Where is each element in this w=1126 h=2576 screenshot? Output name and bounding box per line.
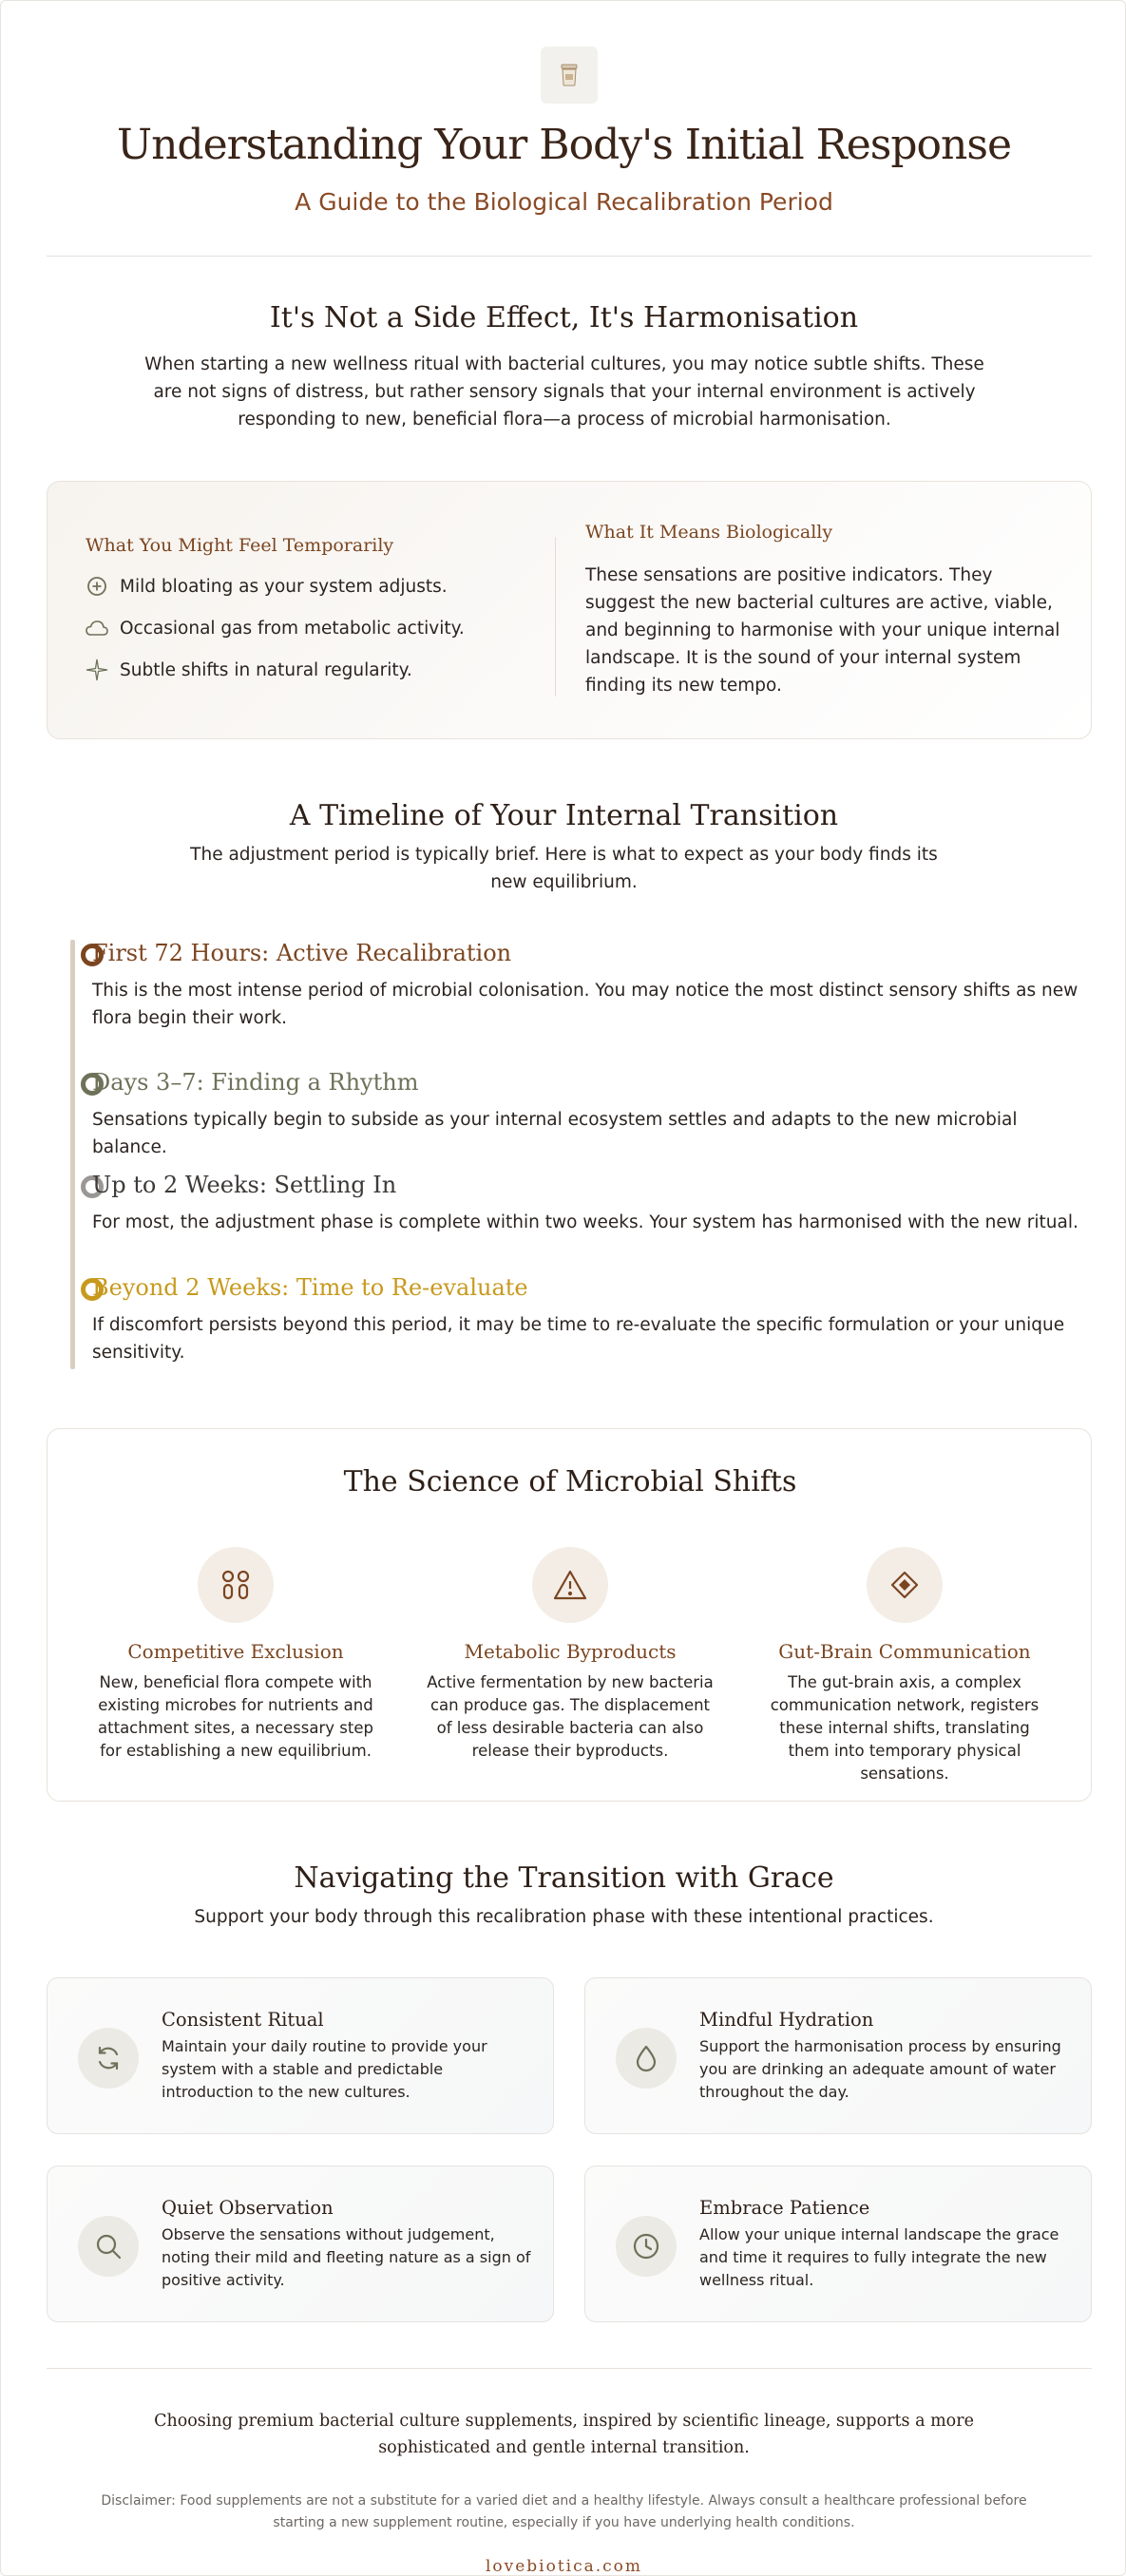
sparkle-icon	[86, 658, 108, 681]
science-text: The gut-brain axis, a complex communication network, registers these internal shifts, translating them into temporary physical sensations.	[770, 1673, 1040, 1783]
practice-heading: Consistent Ritual	[162, 2009, 324, 2031]
molecules-icon	[198, 1547, 274, 1623]
timeline-subtitle: The adjustment period is typically brief. Here is what to expect as your body finds its new equilibrium.	[190, 845, 938, 892]
timeline-step-heading: Days 3–7: Finding a Rhythm	[92, 1069, 419, 1096]
divider	[47, 2368, 1092, 2369]
practice-heading: Quiet Observation	[162, 2197, 334, 2219]
timeline-step-text: For most, the adjustment phase is complete within two weeks. Your system has harmonised with the new ritual.	[92, 1212, 1078, 1232]
practice-text: Allow your unique internal landscape the grace and time it requires to fully integrate the new wellness ritual.	[699, 2225, 1059, 2289]
timeline-step-heading: Beyond 2 Weeks: Time to Re-evaluate	[92, 1274, 528, 1301]
timeline-title: A Timeline of Your Internal Transition	[289, 799, 839, 832]
clock-icon	[616, 2216, 677, 2277]
timeline-step-text: If discomfort persists beyond this period, it may be time to re-evaluate the specific formulation or your unique sensitivity.	[92, 1315, 1065, 1363]
intro-text: When starting a new wellness ritual with bacterial cultures, you may notice subtle shifts. These are not signs of distress, but rather sensory signals that your internal environment is actively responding to new, beneficial flora—a process of microbial harmonisation.	[144, 354, 984, 429]
timeline-step-heading: Up to 2 Weeks: Settling In	[92, 1172, 397, 1198]
disclaimer: Disclaimer: Food supplements are not a substitute for a varied diet and a healthy lifestyle. Always consult a healthcare professional before starting a new supplement routine, especially if you have underlying health conditions.	[101, 2493, 1027, 2530]
practice-card	[47, 2166, 554, 2322]
cloud-icon	[86, 617, 108, 639]
droplet-icon	[616, 2028, 677, 2089]
timeline-step-text: This is the most intense period of microbial colonisation. You may notice the most distinct sensory shifts as new flora begin their work.	[92, 981, 1078, 1028]
practice-card	[584, 2166, 1092, 2322]
means-heading: What It Means Biologically	[585, 522, 833, 543]
list-item: Mild bloating as your system adjusts.	[86, 575, 448, 598]
science-title: The Science of Microbial Shifts	[343, 1465, 797, 1498]
timeline-step-heading: First 72 Hours: Active Recalibration	[92, 940, 512, 966]
practice-text: Maintain your daily routine to provide your system with a stable and predictable introduction to the new cultures.	[162, 2037, 487, 2101]
jar-icon	[559, 63, 580, 87]
divider	[47, 256, 1092, 257]
practice-card	[584, 1977, 1092, 2134]
timeline-line	[70, 940, 75, 1369]
practice-heading: Mindful Hydration	[699, 2009, 874, 2031]
science-text: Active fermentation by new bacteria can produce gas. The displacement of less desirable bacteria can also release their byproducts.	[427, 1673, 714, 1760]
page-subtitle: A Guide to the Biological Recalibration Period	[295, 188, 833, 216]
feelings-card	[47, 481, 1092, 739]
signal-diamond-icon	[867, 1547, 943, 1623]
refresh-icon	[78, 2028, 139, 2089]
science-text: New, beneficial flora compete with existing microbes for nutrients and attachment sites, a necessary step for establishing a new equilibrium.	[98, 1673, 373, 1760]
practice-card	[47, 1977, 554, 2134]
logo	[541, 47, 598, 104]
means-text: These sensations are positive indicators. They suggest the new bacterial cultures are active, viable, and beginning to harmonise with your unique internal landscape. It is the sound of your internal system finding its new tempo.	[585, 565, 1060, 696]
search-icon	[78, 2216, 139, 2277]
feel-heading: What You Might Feel Temporarily	[86, 535, 394, 556]
site-link[interactable]: lovebiotica.com	[485, 2557, 643, 2576]
intro-title: It's Not a Side Effect, It's Harmonisation	[269, 301, 859, 334]
practices-title: Navigating the Transition with Grace	[294, 1861, 834, 1895]
science-heading: Metabolic Byproducts	[464, 1640, 677, 1663]
warning-icon	[532, 1547, 608, 1623]
science-heading: Competitive Exclusion	[127, 1640, 344, 1663]
list-item: Occasional gas from metabolic activity.	[86, 617, 465, 639]
practices-subtitle: Support your body through this recalibration phase with these intentional practices.	[194, 1907, 934, 1927]
divider	[555, 537, 556, 696]
timeline-step-text: Sensations typically begin to subside as your internal ecosystem settles and adapts to the new microbial balance.	[92, 1110, 1018, 1157]
science-card	[47, 1428, 1092, 1802]
list-item: Subtle shifts in natural regularity.	[86, 658, 412, 681]
plus-circle-icon	[86, 575, 108, 598]
footer-note: Choosing premium bacterial culture supplements, inspired by scientific lineage, supports a more sophisticated and gentle internal transition.	[154, 2412, 974, 2457]
page-title: Understanding Your Body's Initial Response	[117, 121, 1011, 169]
science-heading: Gut-Brain Communication	[778, 1640, 1031, 1663]
practice-text: Support the harmonisation process by ensuring you are drinking an adequate amount of water throughout the day.	[699, 2037, 1061, 2101]
practice-text: Observe the sensations without judgement, noting their mild and fleeting nature as a sign of positive activity.	[162, 2225, 531, 2289]
practice-heading: Embrace Patience	[699, 2197, 870, 2219]
